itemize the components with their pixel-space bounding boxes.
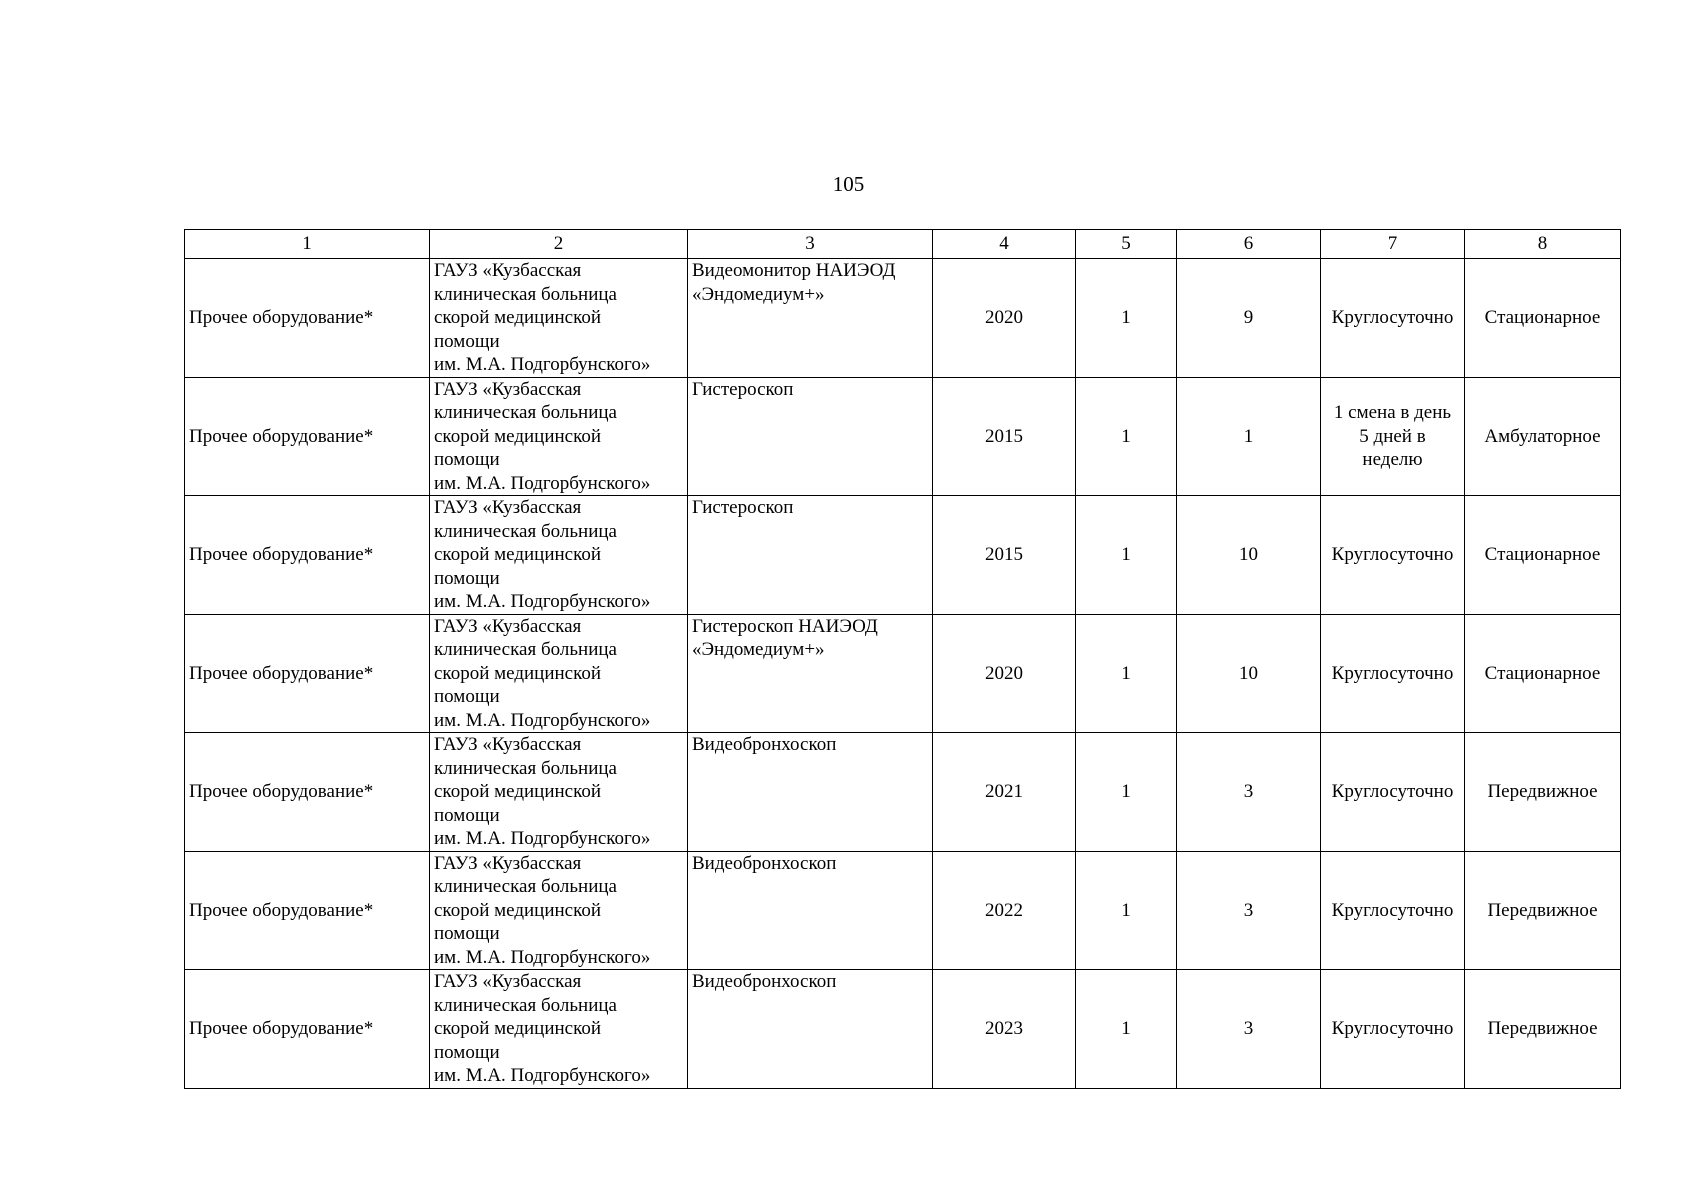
year-cell: 2020: [933, 259, 1076, 378]
header-cell: 8: [1465, 230, 1621, 259]
equipment-cell: [688, 614, 933, 733]
organization-line: ГАУЗ «Кузбасская: [434, 497, 582, 518]
table-body: [185, 259, 1621, 1089]
operating-mode-line: Круглосуточно: [1331, 1018, 1454, 1039]
organization-line: клиническая больница: [434, 757, 617, 779]
table-row: [185, 851, 1621, 970]
quantity-cell: 1: [1076, 733, 1177, 852]
organization-line: им. М.А. Подгорбунского»: [434, 946, 651, 968]
equipment-type-cell: Стационарное: [1465, 496, 1621, 615]
organization-line: клиническая больница: [434, 402, 617, 423]
quantity-cell: 1: [1076, 377, 1177, 496]
equipment-line: Видеобронхоскоп: [692, 734, 837, 755]
organization-line: клиническая больница: [434, 520, 617, 542]
organization-line: ГАУЗ «Кузбасская: [434, 971, 582, 992]
operating-mode-cell: [1321, 733, 1465, 852]
column-6-cell: 10: [1177, 614, 1321, 733]
equipment-type-cell: Амбулаторное: [1465, 377, 1621, 496]
operating-mode-line: неделю: [1362, 449, 1423, 470]
equipment-line: Гистероскоп: [692, 497, 794, 518]
header-cell: 4: [933, 230, 1076, 259]
organization-cell: [430, 970, 688, 1089]
header-row: [185, 230, 1621, 259]
organization-cell: [430, 851, 688, 970]
header-cell: 2: [430, 230, 688, 259]
year-cell: 2020: [933, 614, 1076, 733]
operating-mode-cell: [1321, 496, 1465, 615]
organization-line: помощи: [434, 686, 500, 707]
organization-line: им. М.А. Подгорбунского»: [434, 828, 651, 849]
category-cell: Прочее оборудование*: [185, 259, 430, 378]
header-cell: 1: [185, 230, 430, 259]
organization-line: скорой медицинской: [434, 662, 602, 684]
organization-line: клиническая больница: [434, 994, 617, 1016]
year-cell: 2023: [933, 970, 1076, 1089]
category-cell: Прочее оборудование*: [185, 377, 430, 496]
header-cell: 3: [688, 230, 933, 259]
year-cell: 2015: [933, 377, 1076, 496]
organization-line: помощи: [434, 923, 500, 944]
operating-mode-cell: [1321, 259, 1465, 378]
equipment-cell: [688, 970, 933, 1089]
organization-line: помощи: [434, 449, 500, 470]
organization-line: клиническая больница: [434, 283, 617, 305]
organization-line: ГАУЗ «Кузбасская: [434, 615, 582, 637]
equipment-type-cell: Стационарное: [1465, 259, 1621, 378]
equipment-cell: [688, 496, 933, 615]
quantity-cell: 1: [1076, 496, 1177, 615]
organization-line: им. М.А. Подгорбунского»: [434, 709, 651, 731]
equipment-cell: [688, 259, 933, 378]
category-cell: Прочее оборудование*: [185, 851, 430, 970]
column-6-cell: 10: [1177, 496, 1321, 615]
operating-mode-line: Круглосуточно: [1331, 544, 1454, 565]
category-cell: Прочее оборудование*: [185, 970, 430, 1089]
organization-cell: [430, 614, 688, 733]
category-cell: Прочее оборудование*: [185, 614, 430, 733]
year-cell: 2015: [933, 496, 1076, 615]
category-cell: Прочее оборудование*: [185, 496, 430, 615]
organization-line: им. М.А. Подгорбунского»: [434, 354, 651, 375]
organization-line: им. М.А. Подгорбунского»: [434, 472, 651, 494]
organization-line: скорой медицинской: [434, 781, 602, 802]
operating-mode-line: 1 смена в день: [1333, 402, 1452, 423]
organization-line: скорой медицинской: [434, 307, 602, 328]
organization-line: им. М.А. Подгорбунского»: [434, 591, 651, 612]
organization-line: скорой медицинской: [434, 1018, 602, 1039]
equipment-line: Видеобронхоскоп: [692, 852, 837, 874]
operating-mode-line: Круглосуточно: [1331, 781, 1454, 802]
table-row: [185, 496, 1621, 615]
organization-line: помощи: [434, 330, 500, 352]
header-cell: 6: [1177, 230, 1321, 259]
organization-cell: [430, 733, 688, 852]
organization-cell: [430, 377, 688, 496]
operating-mode-cell: [1321, 970, 1465, 1089]
table-row: [185, 259, 1621, 378]
organization-line: клиническая больница: [434, 639, 617, 660]
organization-line: скорой медицинской: [434, 544, 602, 565]
organization-line: скорой медицинской: [434, 899, 602, 921]
equipment-type-cell: Передвижное: [1465, 970, 1621, 1089]
equipment-line: «Эндомедиум+»: [692, 639, 825, 660]
organization-line: помощи: [434, 567, 500, 589]
equipment-line: «Эндомедиум+»: [692, 283, 825, 305]
equipment-type-cell: Передвижное: [1465, 733, 1621, 852]
table-header: [185, 230, 1621, 259]
column-6-cell: 3: [1177, 851, 1321, 970]
equipment-table: [184, 229, 1621, 1089]
equipment-line: Видеобронхоскоп: [692, 971, 837, 992]
table-row: [185, 377, 1621, 496]
quantity-cell: 1: [1076, 614, 1177, 733]
table-row: [185, 970, 1621, 1089]
equipment-cell: [688, 733, 933, 852]
organization-line: ГАУЗ «Кузбасская: [434, 852, 582, 874]
page-number: 105: [832, 172, 865, 196]
equipment-type-cell: Стационарное: [1465, 614, 1621, 733]
operating-mode-line: 5 дней в: [1359, 425, 1426, 447]
header-cell: 5: [1076, 230, 1177, 259]
organization-line: клиническая больница: [434, 876, 617, 897]
quantity-cell: 1: [1076, 851, 1177, 970]
organization-line: им. М.А. Подгорбунского»: [434, 1065, 651, 1086]
quantity-cell: 1: [1076, 970, 1177, 1089]
column-6-cell: 9: [1177, 259, 1321, 378]
equipment-type-cell: Передвижное: [1465, 851, 1621, 970]
header-cell: 7: [1321, 230, 1465, 259]
equipment-cell: [688, 851, 933, 970]
operating-mode-line: Круглосуточно: [1331, 899, 1454, 921]
organization-line: ГАУЗ «Кузбасская: [434, 260, 582, 281]
organization-line: ГАУЗ «Кузбасская: [434, 734, 582, 755]
organization-cell: [430, 496, 688, 615]
column-6-cell: 3: [1177, 733, 1321, 852]
year-cell: 2022: [933, 851, 1076, 970]
equipment-line: Гистероскоп: [692, 378, 794, 400]
organization-line: помощи: [434, 804, 500, 826]
organization-line: помощи: [434, 1041, 500, 1063]
equipment-cell: [688, 377, 933, 496]
operating-mode-cell: [1321, 377, 1465, 496]
column-6-cell: 1: [1177, 377, 1321, 496]
category-cell: Прочее оборудование*: [185, 733, 430, 852]
operating-mode-cell: [1321, 851, 1465, 970]
column-6-cell: 3: [1177, 970, 1321, 1089]
equipment-line: Видеомонитор НАИЭОД: [692, 260, 896, 281]
quantity-cell: 1: [1076, 259, 1177, 378]
organization-line: скорой медицинской: [434, 425, 602, 447]
organization-cell: [430, 259, 688, 378]
equipment-line: Гистероскоп НАИЭОД: [692, 615, 878, 637]
organization-line: ГАУЗ «Кузбасская: [434, 378, 582, 400]
table-row: [185, 733, 1621, 852]
operating-mode-line: Круглосуточно: [1331, 307, 1454, 328]
year-cell: 2021: [933, 733, 1076, 852]
operating-mode-cell: [1321, 614, 1465, 733]
table-row: [185, 614, 1621, 733]
operating-mode-line: Круглосуточно: [1331, 662, 1454, 684]
